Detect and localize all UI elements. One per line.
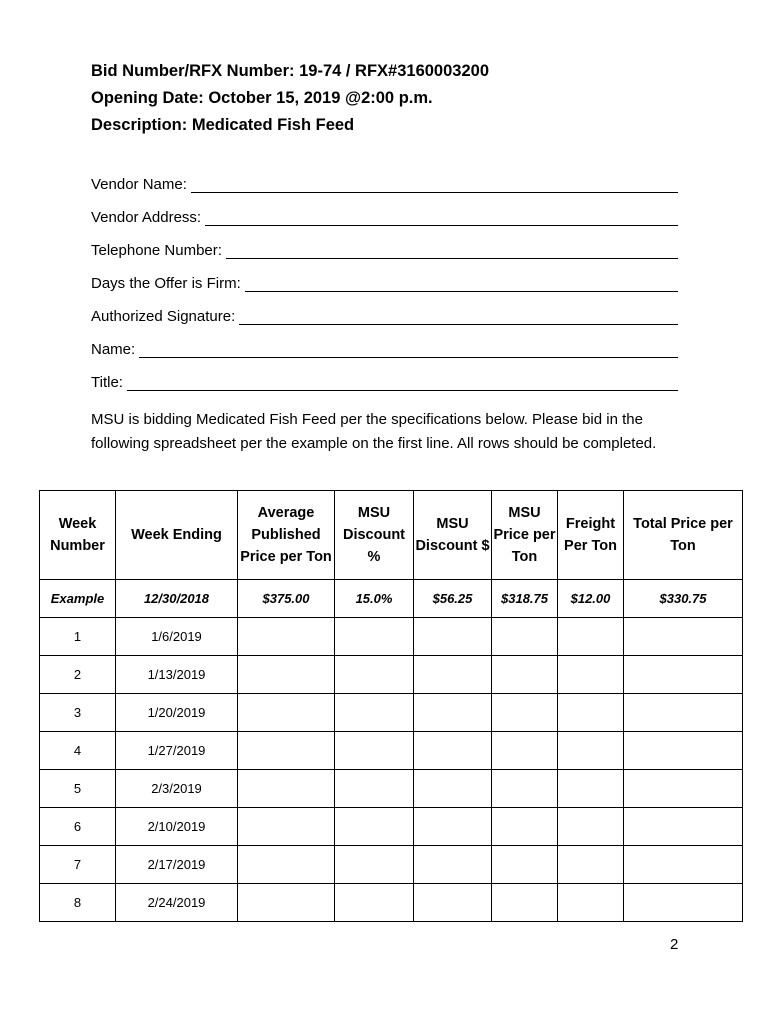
description: Description: Medicated Fish Feed: [91, 116, 355, 134]
table-cell[interactable]: [558, 884, 624, 922]
page-number: 2: [670, 936, 679, 953]
telephone-line[interactable]: [226, 242, 678, 259]
column-header: Average Published Price per Ton: [238, 491, 335, 580]
intro-paragraph: MSU is bidding Medicated Fish Feed per the specifications below. Please bid in the following spreadsheet per the example on the first line. All rows should be completed.: [91, 411, 657, 452]
table-cell: $330.75: [624, 580, 743, 618]
table-cell: 12/30/2018: [116, 580, 238, 618]
opening-date: Opening Date: October 15, 2019 @2:00 p.m.: [91, 89, 433, 107]
table-row: [40, 770, 743, 808]
table-cell[interactable]: [414, 846, 492, 884]
table-cell: 2/10/2019: [116, 808, 238, 846]
table-cell[interactable]: [492, 732, 558, 770]
vendor-name-field: [91, 160, 678, 193]
table-cell[interactable]: [624, 694, 743, 732]
bid-table: [39, 490, 743, 922]
table-cell[interactable]: [335, 656, 414, 694]
vendor-fields: [91, 160, 678, 391]
table-cell[interactable]: [492, 846, 558, 884]
table-cell: 1/6/2019: [116, 618, 238, 656]
table-cell[interactable]: [558, 694, 624, 732]
table-cell[interactable]: [558, 732, 624, 770]
table-cell: 1/20/2019: [116, 694, 238, 732]
table-cell: 15.0%: [335, 580, 414, 618]
table-cell: $318.75: [492, 580, 558, 618]
table-row: [40, 694, 743, 732]
table-cell: 1/27/2019: [116, 732, 238, 770]
table-cell[interactable]: [414, 770, 492, 808]
table-cell[interactable]: [492, 656, 558, 694]
title-line[interactable]: [127, 374, 678, 391]
table-cell[interactable]: [238, 656, 335, 694]
table-cell[interactable]: [558, 656, 624, 694]
table-cell: $56.25: [414, 580, 492, 618]
table-cell[interactable]: [335, 884, 414, 922]
signature-field: [91, 292, 678, 325]
table-cell: 1/13/2019: [116, 656, 238, 694]
vendor-name-label: Vendor Name:: [91, 176, 187, 193]
table-row: [40, 618, 743, 656]
column-header: Freight Per Ton: [558, 491, 624, 580]
table-cell: 1: [40, 618, 116, 656]
table-cell[interactable]: [624, 770, 743, 808]
table-cell[interactable]: [414, 732, 492, 770]
table-cell: Example: [40, 580, 116, 618]
column-header: MSU Discount %: [335, 491, 414, 580]
table-cell: 4: [40, 732, 116, 770]
table-cell[interactable]: [558, 618, 624, 656]
table-cell[interactable]: [238, 694, 335, 732]
table-cell[interactable]: [414, 656, 492, 694]
name-label: Name:: [91, 341, 136, 358]
days-firm-line[interactable]: [245, 275, 678, 292]
table-cell: $375.00: [238, 580, 335, 618]
table-cell[interactable]: [414, 694, 492, 732]
table-cell[interactable]: [492, 808, 558, 846]
table-cell[interactable]: [238, 732, 335, 770]
signature-label: Authorized Signature:: [91, 308, 236, 325]
table-cell[interactable]: [558, 770, 624, 808]
table-cell: 2: [40, 656, 116, 694]
table-cell[interactable]: [335, 694, 414, 732]
table-cell[interactable]: [624, 732, 743, 770]
title-label: Title:: [91, 374, 123, 391]
table-row: [40, 808, 743, 846]
bid-header: [91, 58, 489, 139]
table-cell[interactable]: [414, 808, 492, 846]
vendor-address-label: Vendor Address:: [91, 209, 202, 226]
name-field: [91, 325, 678, 358]
column-header: Week Ending: [116, 491, 238, 580]
telephone-field: [91, 226, 678, 259]
table-row: [40, 884, 743, 922]
table-cell: 3: [40, 694, 116, 732]
table-header-row: [40, 491, 743, 580]
bid-number: Bid Number/RFX Number: 19-74 / RFX#3160003200: [91, 62, 489, 80]
table-cell[interactable]: [414, 618, 492, 656]
days-firm-label: Days the Offer is Firm:: [91, 275, 241, 292]
table-cell[interactable]: [558, 808, 624, 846]
table-row: [40, 656, 743, 694]
vendor-address-field: [91, 193, 678, 226]
table-cell[interactable]: [624, 618, 743, 656]
vendor-name-line[interactable]: [191, 176, 678, 193]
vendor-address-line[interactable]: [205, 209, 678, 226]
table-cell: 2/24/2019: [116, 884, 238, 922]
signature-line[interactable]: [239, 308, 678, 325]
name-line[interactable]: [139, 341, 678, 358]
table-cell[interactable]: [335, 770, 414, 808]
column-header: MSU Discount $: [414, 491, 492, 580]
table-cell[interactable]: [624, 656, 743, 694]
table-cell: 2/17/2019: [116, 846, 238, 884]
table-cell[interactable]: [624, 884, 743, 922]
table-cell: 2/3/2019: [116, 770, 238, 808]
table-cell[interactable]: [335, 846, 414, 884]
table-cell[interactable]: [238, 770, 335, 808]
table-cell: 8: [40, 884, 116, 922]
table-row: [40, 732, 743, 770]
table-cell[interactable]: [414, 884, 492, 922]
table-cell[interactable]: [558, 846, 624, 884]
table-cell[interactable]: [492, 770, 558, 808]
table-cell[interactable]: [238, 884, 335, 922]
title-field: [91, 358, 678, 391]
table-cell[interactable]: [492, 884, 558, 922]
telephone-label: Telephone Number:: [91, 242, 222, 259]
table-body: [40, 580, 743, 922]
column-header: Week Number: [40, 491, 116, 580]
table-cell[interactable]: [624, 846, 743, 884]
table-cell[interactable]: [238, 618, 335, 656]
table-cell[interactable]: [238, 808, 335, 846]
table-cell[interactable]: [238, 846, 335, 884]
table-cell: 7: [40, 846, 116, 884]
column-header: Total Price per Ton: [624, 491, 743, 580]
days-firm-field: [91, 259, 678, 292]
table-cell[interactable]: [492, 694, 558, 732]
table-cell[interactable]: [492, 618, 558, 656]
table-cell: 6: [40, 808, 116, 846]
column-header: MSU Price per Ton: [492, 491, 558, 580]
example-row: [40, 580, 743, 618]
table-cell: $12.00: [558, 580, 624, 618]
table-cell: 5: [40, 770, 116, 808]
table-row: [40, 846, 743, 884]
table-cell[interactable]: [335, 808, 414, 846]
table-cell[interactable]: [624, 808, 743, 846]
table-cell[interactable]: [335, 618, 414, 656]
table-cell[interactable]: [335, 732, 414, 770]
